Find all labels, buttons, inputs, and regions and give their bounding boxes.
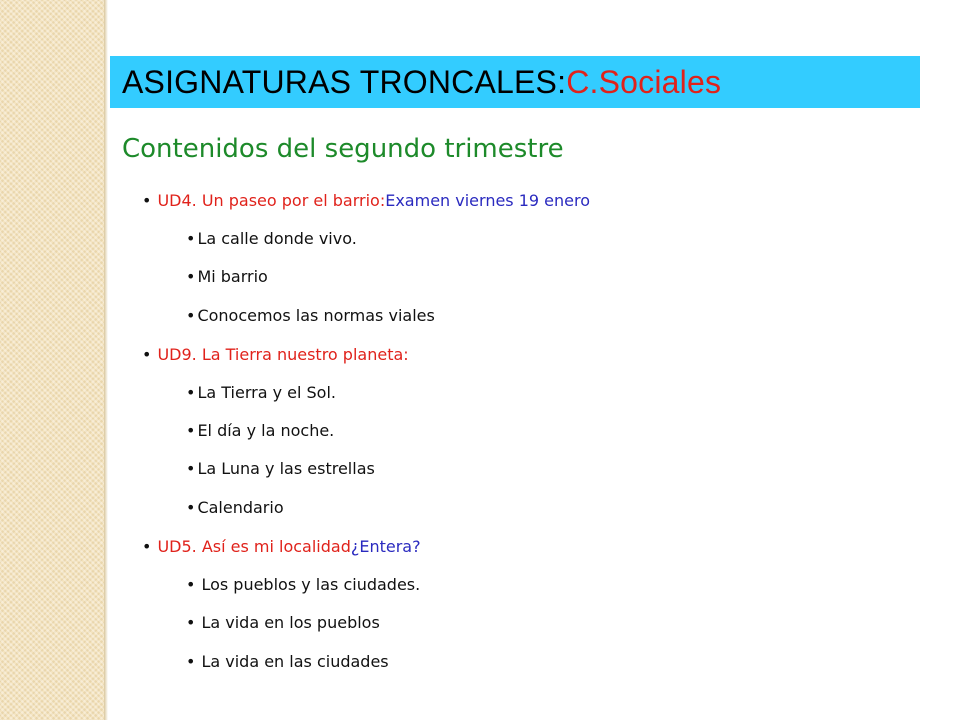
bullet-icon: • [186,575,196,594]
bullet-icon: • [142,191,152,210]
unit-heading-ud9 [142,345,409,365]
unit-note: Examen viernes 19 enero [385,191,591,210]
list-item-text: La vida en los pueblos [201,613,380,632]
list-item-text: La Tierra y el Sol. [197,383,336,402]
list-item-text: El día y la noche. [197,421,335,440]
list-item [186,267,268,287]
unit-label: UD9. La Tierra nuestro planeta: [157,345,409,364]
list-item-text: Conocemos las normas viales [197,306,435,325]
list-item-text: Los pueblos y las ciudades. [201,575,421,594]
bullet-icon: • [186,229,196,248]
bullet-icon: • [186,498,196,517]
list-item-text: Calendario [197,498,284,517]
bullet-icon: • [186,421,196,440]
unit-label: UD5. Así es mi localidad [157,537,351,556]
side-band-edge [104,0,108,720]
list-item-text: La Luna y las estrellas [197,459,375,478]
bullet-icon: • [142,345,152,364]
list-item [186,306,435,326]
bullet-icon: • [186,459,196,478]
bullet-icon: • [186,267,196,286]
unit-note: ¿Entera? [350,537,421,556]
unit-heading-ud5 [142,537,421,557]
list-item [186,613,380,633]
unit-label: UD4. Un paseo por el barrio: [157,191,386,210]
decorative-side-band [0,0,104,720]
title-main: ASIGNATURAS TRONCALES: [122,63,567,100]
page-subtitle: Contenidos del segundo trimestre [122,134,564,164]
bullet-icon: • [186,652,196,671]
bullet-icon: • [186,383,196,402]
title-bar [110,56,920,108]
list-item [186,229,357,249]
unit-heading-ud4 [142,191,590,211]
list-item [186,498,284,518]
list-item [186,652,389,672]
bullet-icon: • [186,306,196,325]
list-item-text: La calle donde vivo. [197,229,357,248]
list-item [186,383,336,403]
title-accent: C.Sociales [566,63,722,100]
list-item [186,421,334,441]
list-item-text: La vida en las ciudades [201,652,389,671]
bullet-icon: • [142,537,152,556]
list-item-text: Mi barrio [197,267,268,286]
bullet-icon: • [186,613,196,632]
list-item [186,575,420,595]
list-item [186,459,375,479]
